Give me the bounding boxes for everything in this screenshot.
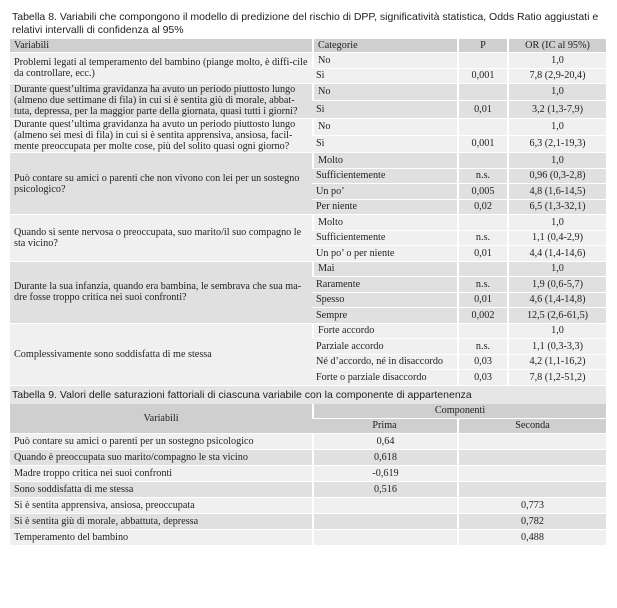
odds-ratio-cell: 6,3 (2,1-19,3) (507, 136, 606, 153)
odds-ratio-cell: 1,1 (0,4-2,9) (507, 231, 606, 247)
p-value-cell: n.s. (457, 277, 507, 293)
p-value-cell: 0,005 (457, 184, 507, 200)
table-row (10, 482, 606, 498)
odds-ratio-cell: 7,8 (2,9-20,4) (507, 69, 606, 85)
variable-cell: Quando è preoccupata suo marito/compagno le sta vicino (10, 450, 312, 466)
header-categorie: Categorie (312, 39, 457, 53)
table-row (10, 498, 606, 514)
table8-header-row (10, 39, 606, 53)
header-p: P (457, 39, 507, 53)
table-row (10, 84, 606, 101)
category-cell: Molto (312, 215, 457, 231)
variable-cell: Sono soddisfatta di me stessa (10, 482, 312, 498)
p-value-cell: 0,01 (457, 293, 507, 309)
odds-ratio-cell: 4,6 (1,4-14,8) (507, 293, 606, 309)
second-component-cell: 0,782 (457, 514, 606, 530)
table-row (10, 215, 606, 231)
table-row (10, 466, 606, 482)
p-value-cell (457, 262, 507, 278)
variable-cell: Si è sentita giù di morale, abbattuta, depressa (10, 514, 312, 530)
table-row (10, 530, 606, 546)
odds-ratio-cell: 0,96 (0,3-2,8) (507, 169, 606, 185)
odds-ratio-cell: 1,9 (0,6-5,7) (507, 277, 606, 293)
t9-header-variabili: Variabili (10, 404, 312, 434)
category-cell: Sempre (312, 308, 457, 324)
odds-ratio-cell: 4,8 (1,6-14,5) (507, 184, 606, 200)
odds-ratio-cell: 3,2 (1,3-7,9) (507, 101, 606, 118)
odds-ratio-cell: 1,0 (507, 84, 606, 101)
variable-cell: Durante quest’ultima gravidanza ha avuto un periodo piuttosto lungo (almeno due settimane di fila) in cui si è sentita giù di morale, abbat-tuta, depressa, per la maggior parte della giornata, quasi tutti i giorni? (10, 84, 312, 119)
table9-header-row1 (10, 404, 606, 419)
category-cell: Mai (312, 262, 457, 278)
header-or: OR (IC al 95%) (507, 39, 606, 53)
p-value-cell: n.s. (457, 231, 507, 247)
first-component-cell: 0,618 (312, 450, 457, 466)
category-cell: Un po’ o per niente (312, 246, 457, 262)
variable-cell: Durante quest’ultima gravidanza ha avuto un periodo piuttosto lungo (almeno sei mesi di fila) in cui si è sentita apprensiva, ansiosa, facil-mente preoccupata per molte cose, più del solito quasi ogni giorno? (10, 119, 312, 154)
table-row (10, 324, 606, 340)
p-value-cell (457, 53, 507, 69)
variable-cell: Temperamento del bambino (10, 530, 312, 546)
p-value-cell: 0,002 (457, 308, 507, 324)
table9-caption: Tabella 9. Valori delle saturazioni fattoriali di ciascuna variabile con la componente di appartenenza (10, 386, 606, 404)
t9-header-seconda: Seconda (457, 419, 606, 434)
document (10, 10, 606, 546)
odds-ratio-cell: 4,4 (1,4-14,6) (507, 246, 606, 262)
p-value-cell (457, 324, 507, 340)
category-cell: Sì (312, 101, 457, 118)
first-component-cell: -0,619 (312, 466, 457, 482)
table-row (10, 450, 606, 466)
table-row (10, 514, 606, 530)
second-component-cell: 0,773 (457, 498, 606, 514)
first-component-cell: 0,516 (312, 482, 457, 498)
table-row (10, 119, 606, 136)
variable-cell: Si è sentita apprensiva, ansiosa, preoccupata (10, 498, 312, 514)
t9-header-componenti: Componenti (312, 404, 606, 419)
odds-ratio-cell: 1,0 (507, 153, 606, 169)
second-component-cell (457, 450, 606, 466)
category-cell: Spesso (312, 293, 457, 309)
header-variabili: Variabili (10, 39, 312, 53)
variable-cell: Può contare su amici o parenti che non vivono con lei per un sostegno psicologico? (10, 153, 312, 215)
p-value-cell: 0,01 (457, 101, 507, 118)
p-value-cell: 0,03 (457, 370, 507, 386)
variable-cell: Complessivamente sono soddisfatta di me stessa (10, 324, 312, 386)
table8-caption: Tabella 8. Variabili che compongono il modello di predizione del rischio di DPP, significatività statistica, Odds Ratio aggiustati e relativi intervalli di confidenza al 95% (12, 11, 599, 36)
variable-cell: Madre troppo critica nei suoi confronti (10, 466, 312, 482)
p-value-cell (457, 84, 507, 101)
category-cell: Sì (312, 69, 457, 85)
table8-body (10, 53, 606, 386)
category-cell: Molto (312, 153, 457, 169)
first-component-cell (312, 498, 457, 514)
p-value-cell: 0,001 (457, 136, 507, 153)
p-value-cell (457, 215, 507, 231)
odds-ratio-cell: 6,5 (1,3-32,1) (507, 200, 606, 216)
p-value-cell (457, 153, 507, 169)
odds-ratio-cell: 1,0 (507, 324, 606, 340)
category-cell: Sufficientemente (312, 231, 457, 247)
first-component-cell (312, 514, 457, 530)
category-cell: No (312, 119, 457, 136)
table9-body (10, 434, 606, 546)
odds-ratio-cell: 1,0 (507, 53, 606, 69)
p-value-cell: n.s. (457, 169, 507, 185)
category-cell: Forte accordo (312, 324, 457, 340)
second-component-cell (457, 434, 606, 450)
table-row (10, 153, 606, 169)
odds-ratio-cell: 1,0 (507, 215, 606, 231)
odds-ratio-cell: 1,1 (0,3-3,3) (507, 339, 606, 355)
p-value-cell: 0,01 (457, 246, 507, 262)
t9-header-prima: Prima (312, 419, 457, 434)
table-row (10, 262, 606, 278)
odds-ratio-cell: 4,2 (1,1-16,2) (507, 355, 606, 371)
category-cell: Un po’ (312, 184, 457, 200)
odds-ratio-cell: 1,0 (507, 262, 606, 278)
variable-cell: Quando si sente nervosa o preoccupata, suo marito/il suo compagno le sta vicino? (10, 215, 312, 262)
table-row (10, 434, 606, 450)
p-value-cell: 0,02 (457, 200, 507, 216)
first-component-cell (312, 530, 457, 546)
odds-ratio-cell: 7,8 (1,2-51,2) (507, 370, 606, 386)
p-value-cell: n.s. (457, 339, 507, 355)
second-component-cell: 0,488 (457, 530, 606, 546)
category-cell: No (312, 53, 457, 69)
category-cell: No (312, 84, 457, 101)
category-cell: Sufficientemente (312, 169, 457, 185)
variable-cell: Può contare su amici o parenti per un sostegno psicologico (10, 434, 312, 450)
category-cell: Forte o parziale disaccordo (312, 370, 457, 386)
table9 (10, 404, 606, 546)
first-component-cell: 0,64 (312, 434, 457, 450)
variable-cell: Durante la sua infanzia, quando era bambina, le sembrava che sua ma-dre fosse troppo critica nei suoi confronti? (10, 262, 312, 324)
table8 (10, 39, 606, 386)
p-value-cell (457, 119, 507, 136)
odds-ratio-cell: 12,5 (2,6-61,5) (507, 308, 606, 324)
variable-cell: Problemi legati al temperamento del bambino (piange molto, è diffi-cile da controllare, ecc.) (10, 53, 312, 84)
second-component-cell (457, 482, 606, 498)
category-cell: Sì (312, 136, 457, 153)
odds-ratio-cell: 1,0 (507, 119, 606, 136)
p-value-cell: 0,001 (457, 69, 507, 85)
category-cell: Raramente (312, 277, 457, 293)
category-cell: Parziale accordo (312, 339, 457, 355)
category-cell: Né d’accordo, né in disaccordo (312, 355, 457, 371)
p-value-cell: 0,03 (457, 355, 507, 371)
table-row (10, 53, 606, 69)
second-component-cell (457, 466, 606, 482)
category-cell: Per niente (312, 200, 457, 216)
